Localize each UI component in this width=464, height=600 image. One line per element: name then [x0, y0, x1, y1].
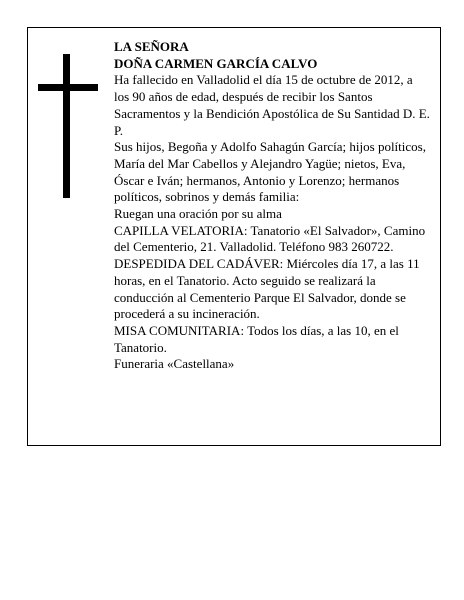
notice-title: LA SEÑORA	[114, 39, 189, 54]
obituary-text	[114, 39, 430, 373]
cross-horizontal-bar	[38, 84, 98, 91]
prayer-request: Ruegan una oración por su alma	[114, 206, 282, 222]
farewell-info: DESPEDIDA DEL CADÁVER: Miércoles día 17, a las 11 horas, en el Tanatorio. Acto seguido se realizará la conducción al Cementerio Parque El Salvador, donde se procederá a su incineración.	[114, 256, 420, 322]
cross-vertical-bar	[63, 54, 70, 198]
death-announcement: Ha fallecido en Valladolid el día 15 de octubre de 2012, a los 90 años de edad, después de recibir los Santos Sacramentos y la Bendición Apostólica de Su Santidad D. E. P.	[114, 72, 430, 138]
cross-icon	[38, 54, 98, 198]
family-list: Sus hijos, Begoña y Adolfo Sahagún García; hijos políticos, María del Mar Cabellos y Alejandro Yagüe; nietos, Eva, Óscar e Iván; hermanos, Antonio y Lorenzo; hermanos políticos, sobrinos y demás familia:	[114, 139, 426, 205]
community-mass-info: MISA COMUNITARIA: Todos los días, a las 10, en el Tanatorio.	[114, 322, 399, 355]
deceased-name: DOÑA CARMEN GARCÍA CALVO	[114, 55, 318, 71]
wake-chapel-info: CAPILLA VELATORIA: Tanatorio «El Salvador», Camino del Cementerio, 21. Valladolid. Teléfono 983 260722.	[114, 222, 426, 255]
funeral-home: Funeraria «Castellana»	[114, 356, 235, 372]
